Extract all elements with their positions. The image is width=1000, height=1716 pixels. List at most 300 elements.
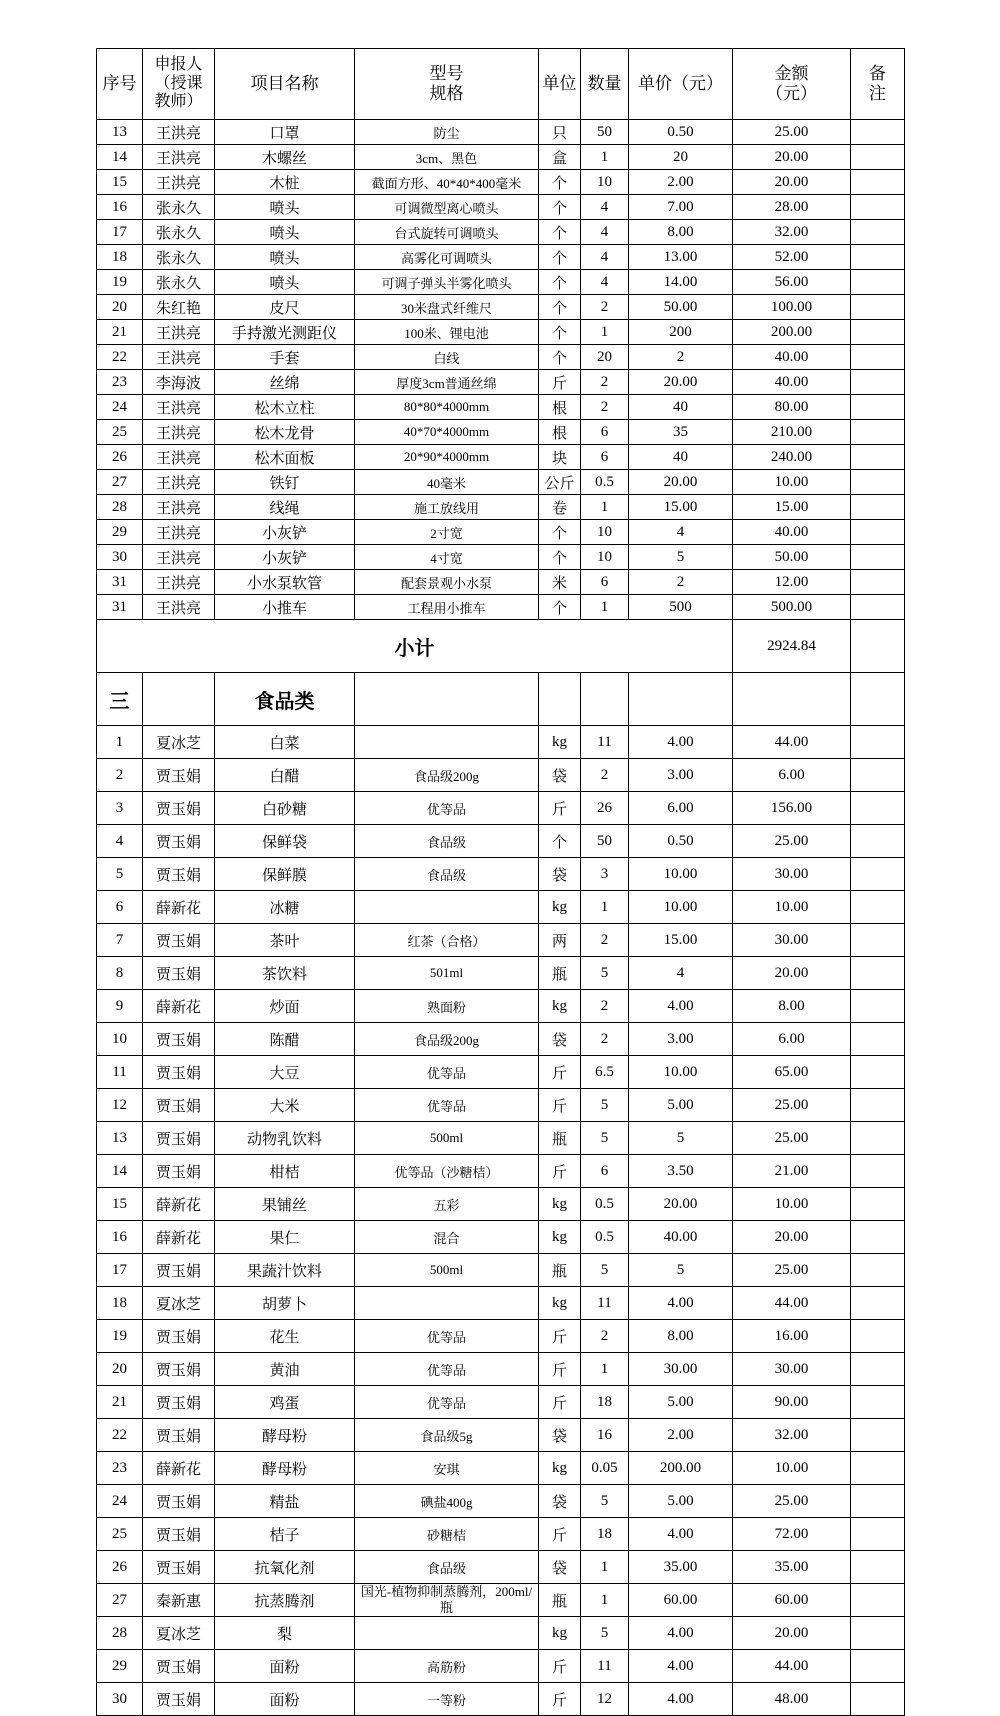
- cell-applicant: 薛新花: [143, 1452, 215, 1485]
- cell-spec: 防尘: [355, 120, 539, 145]
- cell-spec: 40*70*4000mm: [355, 420, 539, 445]
- cell-applicant: 贾玉娟: [143, 1353, 215, 1386]
- table-row: [97, 1287, 905, 1320]
- table-row: [97, 145, 905, 170]
- cell-quantity: 11: [581, 1287, 629, 1320]
- header-applicant: 申报人 （授课 教师）: [143, 49, 215, 120]
- cell-amount: 56.00: [733, 270, 851, 295]
- cell-amount: 90.00: [733, 1386, 851, 1419]
- table-row: [97, 1650, 905, 1683]
- cell-quantity: 2: [581, 924, 629, 957]
- cell-item-name: 酵母粉: [215, 1419, 355, 1452]
- cell-index: 6: [97, 891, 143, 924]
- cell-item-name: 面粉: [215, 1650, 355, 1683]
- cell-unit-price: 20.00: [629, 470, 733, 495]
- cell-applicant: 贾玉娟: [143, 957, 215, 990]
- category-qty-blank: [581, 673, 629, 726]
- cell-quantity: 1: [581, 1584, 629, 1617]
- cell-amount: 10.00: [733, 891, 851, 924]
- cell-note: [851, 1287, 905, 1320]
- cell-note: [851, 270, 905, 295]
- cell-unit: 盒: [539, 145, 581, 170]
- cell-unit-price: 15.00: [629, 495, 733, 520]
- cell-item-name: 喷头: [215, 220, 355, 245]
- table-row: [97, 924, 905, 957]
- cell-applicant: 张永久: [143, 245, 215, 270]
- cell-item-name: 白砂糖: [215, 792, 355, 825]
- cell-item-name: 白醋: [215, 759, 355, 792]
- cell-unit-price: 5.00: [629, 1485, 733, 1518]
- cell-amount: 40.00: [733, 520, 851, 545]
- table-row: [97, 1089, 905, 1122]
- cell-quantity: 2: [581, 1023, 629, 1056]
- cell-amount: 72.00: [733, 1518, 851, 1551]
- cell-spec: 食品级5g: [355, 1419, 539, 1452]
- cell-index: 25: [97, 420, 143, 445]
- cell-unit-price: 4.00: [629, 1650, 733, 1683]
- cell-index: 26: [97, 1551, 143, 1584]
- cell-unit: 个: [539, 520, 581, 545]
- cell-note: [851, 570, 905, 595]
- cell-item-name: 白菜: [215, 726, 355, 759]
- cell-item-name: 大米: [215, 1089, 355, 1122]
- table-row: [97, 570, 905, 595]
- cell-quantity: 10: [581, 520, 629, 545]
- cell-applicant: 夏冰芝: [143, 1617, 215, 1650]
- cell-applicant: 王洪亮: [143, 145, 215, 170]
- table-row: [97, 1485, 905, 1518]
- header-unit-price: 单价（元）: [629, 49, 733, 120]
- cell-quantity: 50: [581, 825, 629, 858]
- table-row: [97, 495, 905, 520]
- cell-note: [851, 1089, 905, 1122]
- cell-applicant: 夏冰芝: [143, 726, 215, 759]
- table-row: [97, 1155, 905, 1188]
- cell-index: 15: [97, 1188, 143, 1221]
- cell-unit: 个: [539, 195, 581, 220]
- category-index: 三: [97, 673, 143, 726]
- cell-applicant: 薛新花: [143, 990, 215, 1023]
- cell-index: 18: [97, 245, 143, 270]
- cell-amount: 12.00: [733, 570, 851, 595]
- header-unit: 单位: [539, 49, 581, 120]
- cell-note: [851, 320, 905, 345]
- cell-applicant: 贾玉娟: [143, 1023, 215, 1056]
- cell-index: 14: [97, 145, 143, 170]
- cell-unit: 个: [539, 345, 581, 370]
- cell-item-name: 松木立柱: [215, 395, 355, 420]
- header-amount: 金额 （元）: [733, 49, 851, 120]
- cell-item-name: 线绳: [215, 495, 355, 520]
- cell-unit-price: 4.00: [629, 1683, 733, 1716]
- cell-unit-price: 7.00: [629, 195, 733, 220]
- cell-spec: 可调微型离心喷头: [355, 195, 539, 220]
- cell-amount: 40.00: [733, 345, 851, 370]
- cell-unit: 个: [539, 245, 581, 270]
- cell-index: 17: [97, 220, 143, 245]
- cell-amount: 210.00: [733, 420, 851, 445]
- cell-item-name: 桔子: [215, 1518, 355, 1551]
- cell-quantity: 18: [581, 1518, 629, 1551]
- cell-unit-price: 2.00: [629, 170, 733, 195]
- cell-index: 11: [97, 1056, 143, 1089]
- cell-item-name: 黄油: [215, 1353, 355, 1386]
- cell-unit: 斤: [539, 792, 581, 825]
- cell-spec: 优等品: [355, 1320, 539, 1353]
- cell-unit-price: 5.00: [629, 1089, 733, 1122]
- cell-unit: kg: [539, 1221, 581, 1254]
- cell-quantity: 0.5: [581, 470, 629, 495]
- cell-quantity: 1: [581, 495, 629, 520]
- cell-note: [851, 1254, 905, 1287]
- cell-unit: 个: [539, 295, 581, 320]
- cell-unit: 斤: [539, 1683, 581, 1716]
- table-row: [97, 295, 905, 320]
- cell-unit-price: 20.00: [629, 1188, 733, 1221]
- cell-unit-price: 15.00: [629, 924, 733, 957]
- cell-quantity: 3: [581, 858, 629, 891]
- cell-quantity: 4: [581, 270, 629, 295]
- cell-index: 5: [97, 858, 143, 891]
- cell-item-name: 大豆: [215, 1056, 355, 1089]
- cell-spec: 500ml: [355, 1122, 539, 1155]
- cell-applicant: 王洪亮: [143, 320, 215, 345]
- cell-applicant: 王洪亮: [143, 570, 215, 595]
- cell-index: 1: [97, 726, 143, 759]
- cell-index: 9: [97, 990, 143, 1023]
- cell-amount: 8.00: [733, 990, 851, 1023]
- cell-index: 29: [97, 520, 143, 545]
- cell-item-name: 喷头: [215, 245, 355, 270]
- cell-index: 30: [97, 545, 143, 570]
- cell-quantity: 50: [581, 120, 629, 145]
- cell-index: 3: [97, 792, 143, 825]
- cell-amount: 25.00: [733, 1485, 851, 1518]
- category-unit-blank: [539, 673, 581, 726]
- cell-note: [851, 145, 905, 170]
- cell-unit-price: 14.00: [629, 270, 733, 295]
- cell-note: [851, 1650, 905, 1683]
- cell-note: [851, 858, 905, 891]
- cell-unit: 公斤: [539, 470, 581, 495]
- cell-applicant: 贾玉娟: [143, 1089, 215, 1122]
- cell-quantity: 1: [581, 145, 629, 170]
- cell-quantity: 1: [581, 891, 629, 924]
- table-row: [97, 1419, 905, 1452]
- cell-applicant: 贾玉娟: [143, 1122, 215, 1155]
- cell-spec: 安琪: [355, 1452, 539, 1485]
- cell-unit-price: 40.00: [629, 1221, 733, 1254]
- cell-spec: 500ml: [355, 1254, 539, 1287]
- table-row: [97, 1551, 905, 1584]
- cell-unit: 斤: [539, 1386, 581, 1419]
- cell-spec: 高雾化可调喷头: [355, 245, 539, 270]
- cell-unit-price: 50.00: [629, 295, 733, 320]
- cell-note: [851, 1452, 905, 1485]
- cell-item-name: 陈醋: [215, 1023, 355, 1056]
- cell-quantity: 10: [581, 170, 629, 195]
- cell-amount: 40.00: [733, 370, 851, 395]
- cell-item-name: 冰糖: [215, 891, 355, 924]
- cell-amount: 30.00: [733, 1353, 851, 1386]
- cell-unit-price: 4.00: [629, 1518, 733, 1551]
- cell-note: [851, 1320, 905, 1353]
- subtotal-label: 小计: [97, 620, 733, 673]
- cell-unit: 只: [539, 120, 581, 145]
- cell-index: 4: [97, 825, 143, 858]
- cell-item-name: 手套: [215, 345, 355, 370]
- cell-note: [851, 1221, 905, 1254]
- cell-index: 16: [97, 195, 143, 220]
- cell-index: 31: [97, 595, 143, 620]
- cell-unit-price: 20.00: [629, 370, 733, 395]
- cell-unit-price: 3.00: [629, 1023, 733, 1056]
- cell-note: [851, 990, 905, 1023]
- header-item-name: 项目名称: [215, 49, 355, 120]
- cell-index: 29: [97, 1650, 143, 1683]
- table-row: [97, 370, 905, 395]
- cell-spec: 白线: [355, 345, 539, 370]
- cell-amount: 25.00: [733, 825, 851, 858]
- cell-spec: 工程用小推车: [355, 595, 539, 620]
- cell-index: 13: [97, 1122, 143, 1155]
- cell-applicant: 贾玉娟: [143, 792, 215, 825]
- cell-note: [851, 245, 905, 270]
- cell-unit-price: 2.00: [629, 1419, 733, 1452]
- cell-spec: 优等品: [355, 1353, 539, 1386]
- cell-index: 16: [97, 1221, 143, 1254]
- cell-spec: 红茶（合格）: [355, 924, 539, 957]
- cell-index: 28: [97, 495, 143, 520]
- cell-spec: 台式旋转可调喷头: [355, 220, 539, 245]
- cell-spec: 40毫米: [355, 470, 539, 495]
- cell-applicant: 贾玉娟: [143, 1419, 215, 1452]
- cell-note: [851, 545, 905, 570]
- subtotal-row: [97, 620, 905, 673]
- cell-quantity: 2: [581, 759, 629, 792]
- cell-spec: 食品级: [355, 825, 539, 858]
- cell-unit: 瓶: [539, 1254, 581, 1287]
- table-row: [97, 345, 905, 370]
- cell-quantity: 18: [581, 1386, 629, 1419]
- cell-index: 19: [97, 270, 143, 295]
- cell-applicant: 薛新花: [143, 891, 215, 924]
- cell-unit: 斤: [539, 370, 581, 395]
- table-row: [97, 545, 905, 570]
- cell-item-name: 鸡蛋: [215, 1386, 355, 1419]
- table-row: [97, 1056, 905, 1089]
- cell-unit: 袋: [539, 1419, 581, 1452]
- cell-note: [851, 120, 905, 145]
- cell-unit: 个: [539, 545, 581, 570]
- cell-unit: 瓶: [539, 957, 581, 990]
- cell-applicant: 王洪亮: [143, 495, 215, 520]
- cell-note: [851, 1419, 905, 1452]
- cell-quantity: 1: [581, 1551, 629, 1584]
- cell-note: [851, 370, 905, 395]
- cell-unit: 个: [539, 220, 581, 245]
- cell-amount: 20.00: [733, 1617, 851, 1650]
- cell-item-name: 木螺丝: [215, 145, 355, 170]
- cell-quantity: 6: [581, 420, 629, 445]
- cell-index: 21: [97, 1386, 143, 1419]
- cell-item-name: 炒面: [215, 990, 355, 1023]
- cell-amount: 32.00: [733, 220, 851, 245]
- cell-spec: 食品级: [355, 1551, 539, 1584]
- cell-amount: 20.00: [733, 957, 851, 990]
- table-row: [97, 1518, 905, 1551]
- cell-unit: kg: [539, 1287, 581, 1320]
- cell-spec: 配套景观小水泵: [355, 570, 539, 595]
- cell-note: [851, 595, 905, 620]
- cell-unit-price: 35: [629, 420, 733, 445]
- cell-applicant: 贾玉娟: [143, 1254, 215, 1287]
- cell-index: 23: [97, 370, 143, 395]
- cell-note: [851, 957, 905, 990]
- cell-index: 26: [97, 445, 143, 470]
- cell-spec: 厚度3cm普通丝绵: [355, 370, 539, 395]
- cell-item-name: 抗氧化剂: [215, 1551, 355, 1584]
- header-row: [97, 49, 905, 120]
- cell-applicant: 薛新花: [143, 1188, 215, 1221]
- cell-applicant: 王洪亮: [143, 445, 215, 470]
- cell-unit-price: 5: [629, 1122, 733, 1155]
- cell-amount: 28.00: [733, 195, 851, 220]
- cell-item-name: 动物乳饮料: [215, 1122, 355, 1155]
- table-row: [97, 595, 905, 620]
- cell-applicant: 张永久: [143, 220, 215, 245]
- category-spec-blank: [355, 673, 539, 726]
- cell-unit: 斤: [539, 1056, 581, 1089]
- cell-quantity: 5: [581, 957, 629, 990]
- cell-quantity: 2: [581, 990, 629, 1023]
- cell-applicant: 王洪亮: [143, 345, 215, 370]
- table-row: [97, 1254, 905, 1287]
- cell-unit: 瓶: [539, 1584, 581, 1617]
- cell-index: 27: [97, 470, 143, 495]
- cell-spec: 100米、锂电池: [355, 320, 539, 345]
- cell-applicant: 贾玉娟: [143, 1485, 215, 1518]
- cell-index: 22: [97, 1419, 143, 1452]
- cell-spec: 优等品: [355, 1089, 539, 1122]
- category-applicant-blank: [143, 673, 215, 726]
- cell-amount: 65.00: [733, 1056, 851, 1089]
- cell-item-name: 抗蒸腾剂: [215, 1584, 355, 1617]
- cell-unit-price: 20: [629, 145, 733, 170]
- cell-applicant: 贾玉娟: [143, 1551, 215, 1584]
- cell-index: 10: [97, 1023, 143, 1056]
- table-row: [97, 1188, 905, 1221]
- cell-item-name: 花生: [215, 1320, 355, 1353]
- cell-unit-price: 500: [629, 595, 733, 620]
- cell-index: 28: [97, 1617, 143, 1650]
- cell-amount: 16.00: [733, 1320, 851, 1353]
- table-body: [97, 120, 905, 1716]
- cell-amount: 21.00: [733, 1155, 851, 1188]
- cell-quantity: 20: [581, 345, 629, 370]
- cell-amount: 25.00: [733, 120, 851, 145]
- cell-spec: 国光-植物抑制蒸腾剂，200ml/瓶: [355, 1584, 539, 1617]
- cell-note: [851, 792, 905, 825]
- cell-spec: 80*80*4000mm: [355, 395, 539, 420]
- cell-item-name: 小推车: [215, 595, 355, 620]
- cell-quantity: 1: [581, 595, 629, 620]
- cell-amount: 44.00: [733, 726, 851, 759]
- cell-amount: 500.00: [733, 595, 851, 620]
- cell-note: [851, 395, 905, 420]
- cell-amount: 156.00: [733, 792, 851, 825]
- cell-unit: 斤: [539, 1650, 581, 1683]
- table-header: [97, 49, 905, 120]
- cell-spec: 砂糖桔: [355, 1518, 539, 1551]
- cell-unit-price: 0.50: [629, 120, 733, 145]
- cell-quantity: 5: [581, 1122, 629, 1155]
- table-row: [97, 420, 905, 445]
- cell-unit: 根: [539, 395, 581, 420]
- table-row: [97, 170, 905, 195]
- table-row: [97, 195, 905, 220]
- cell-unit: 袋: [539, 759, 581, 792]
- cell-quantity: 1: [581, 320, 629, 345]
- cell-unit: 个: [539, 825, 581, 858]
- table-row: [97, 395, 905, 420]
- category-note-blank: [851, 673, 905, 726]
- cell-note: [851, 1683, 905, 1716]
- cell-amount: 200.00: [733, 320, 851, 345]
- header-spec: 型号 规格: [355, 49, 539, 120]
- cell-unit: 个: [539, 320, 581, 345]
- table-row: [97, 1023, 905, 1056]
- cell-spec: 30米盘式纤维尺: [355, 295, 539, 320]
- cell-note: [851, 295, 905, 320]
- cell-item-name: 口罩: [215, 120, 355, 145]
- cell-quantity: 11: [581, 726, 629, 759]
- cell-quantity: 2: [581, 395, 629, 420]
- cell-index: 27: [97, 1584, 143, 1617]
- cell-unit-price: 30.00: [629, 1353, 733, 1386]
- cell-applicant: 贾玉娟: [143, 858, 215, 891]
- table-row: [97, 470, 905, 495]
- cell-item-name: 小水泵软管: [215, 570, 355, 595]
- cell-note: [851, 1155, 905, 1188]
- table-row: [97, 520, 905, 545]
- cell-note: [851, 825, 905, 858]
- cell-unit-price: 6.00: [629, 792, 733, 825]
- cell-note: [851, 1518, 905, 1551]
- cell-unit-price: 8.00: [629, 220, 733, 245]
- cell-unit: 斤: [539, 1320, 581, 1353]
- cell-spec: 施工放线用: [355, 495, 539, 520]
- header-quantity: 数量: [581, 49, 629, 120]
- cell-unit-price: 8.00: [629, 1320, 733, 1353]
- cell-amount: 52.00: [733, 245, 851, 270]
- cell-item-name: 柑桔: [215, 1155, 355, 1188]
- cell-spec: 优等品: [355, 1056, 539, 1089]
- cell-index: 8: [97, 957, 143, 990]
- cell-spec: 截面方形、40*40*400毫米: [355, 170, 539, 195]
- cell-unit: kg: [539, 1452, 581, 1485]
- cell-applicant: 王洪亮: [143, 470, 215, 495]
- category-label: 食品类: [215, 673, 355, 726]
- cell-quantity: 11: [581, 1650, 629, 1683]
- budget-table: [96, 48, 905, 1716]
- cell-item-name: 木桩: [215, 170, 355, 195]
- cell-note: [851, 1056, 905, 1089]
- cell-index: 17: [97, 1254, 143, 1287]
- header-note: 备 注: [851, 49, 905, 120]
- cell-unit-price: 200.00: [629, 1452, 733, 1485]
- cell-quantity: 5: [581, 1485, 629, 1518]
